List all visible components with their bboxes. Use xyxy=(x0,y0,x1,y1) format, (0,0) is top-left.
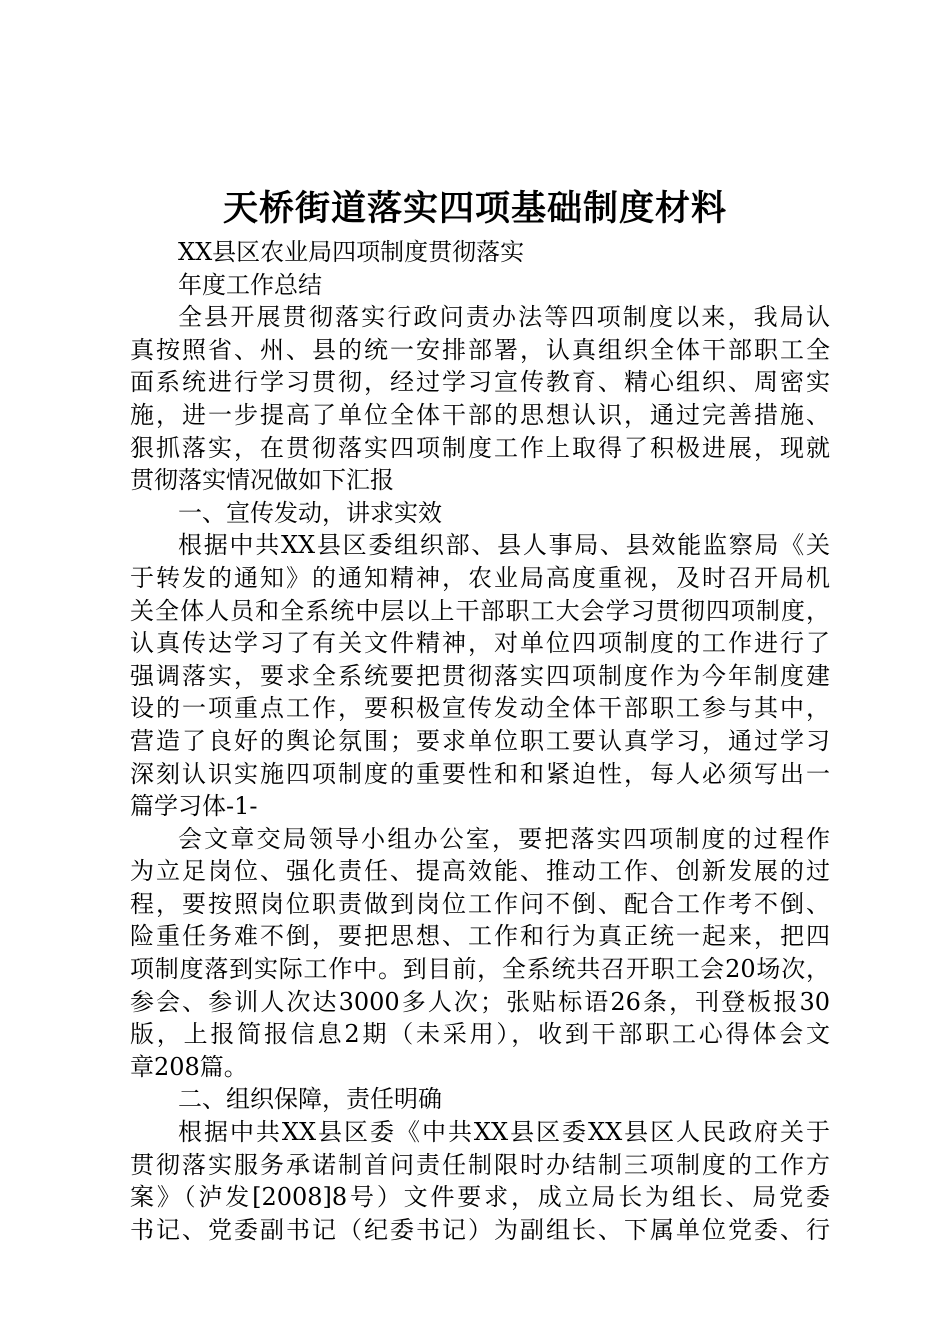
text-line: 深刻认识实施四项制度的重要性和和紧迫性，每人必须写出一 xyxy=(130,759,830,788)
text-line: 为立足岗位、强化责任、提高效能、推动工作、创新发展的过 xyxy=(130,857,830,886)
text-line: 面系统进行学习贯彻，经过学习宣传教育、精心组织、周密实 xyxy=(130,368,830,397)
text-line: 营造了良好的舆论氛围；要求单位职工要认真学习，通过学习 xyxy=(130,726,830,755)
text-line: 关全体人员和全系统中层以上干部职工大会学习贯彻四项制度， xyxy=(130,596,830,625)
text-line: 根据中共XX县区委《中共XX县区委XX县区人民政府关于 xyxy=(178,1118,830,1147)
text-line: 认真传达学习了有关文件精神，对单位四项制度的工作进行了 xyxy=(130,629,830,658)
text-line: 设的一项重点工作，要积极宣传发动全体干部职工参与其中， xyxy=(130,694,830,723)
document-title: 天桥街道落实四项基础制度材料 xyxy=(222,188,727,229)
text-line: 二、组织保障，责任明确 xyxy=(178,1085,442,1114)
text-line: 书记、党委副书记（纪委书记）为副组长、下属单位党委、行 xyxy=(130,1215,830,1244)
document-body xyxy=(130,236,830,1246)
text-line: 案》（泸发[2008]8号）文件要求，成立局长为组长、局党委 xyxy=(130,1183,830,1212)
text-line: 章208篇。 xyxy=(130,1052,248,1081)
text-line: 施，进一步提高了单位全体干部的思想认识，通过完善措施、 xyxy=(130,400,830,429)
text-line: 强调落实，要求全系统要把贯彻落实四项制度作为今年制度建 xyxy=(130,661,830,690)
text-line: 参会、参训人次达3000多人次；张贴标语26条，刊登板报30 xyxy=(130,987,830,1016)
text-line: 狠抓落实，在贯彻落实四项制度工作上取得了积极进展，现就 xyxy=(130,433,830,462)
text-line: 程，要按照岗位职责做到岗位工作问不倒、配合工作考不倒、 xyxy=(130,889,830,918)
text-line: 全县开展贯彻落实行政问责办法等四项制度以来，我局认 xyxy=(178,303,830,332)
text-line: XX县区农业局四项制度贯彻落实 xyxy=(178,238,525,266)
text-line: 篇学习体-1- xyxy=(130,792,258,821)
text-line: 于转发的通知》的通知精神，农业局高度重视，及时召开局机 xyxy=(130,563,830,592)
text-line: 贯彻落实情况做如下汇报 xyxy=(130,466,394,495)
text-line: 会文章交局领导小组办公室，要把落实四项制度的过程作 xyxy=(178,824,830,853)
text-line: 项制度落到实际工作中。到目前，全系统共召开职工会20场次， xyxy=(130,955,830,984)
text-line: 真按照省、州、县的统一安排部署，认真组织全体干部职工全 xyxy=(130,335,830,364)
text-line: 险重任务难不倒，要把思想、工作和行为真正统一起来，把四 xyxy=(130,922,830,951)
text-line: 年度工作总结 xyxy=(178,270,322,299)
text-line: 根据中共XX县区委组织部、县人事局、县效能监察局《关 xyxy=(178,531,830,560)
text-line: 版，上报简报信息2期（未采用），收到干部职工心得体会文 xyxy=(130,1020,830,1049)
text-line: 贯彻落实服务承诺制首问责任制限时办结制三项制度的工作方 xyxy=(130,1150,830,1179)
text-line: 一、宣传发动，讲求实效 xyxy=(178,498,442,527)
